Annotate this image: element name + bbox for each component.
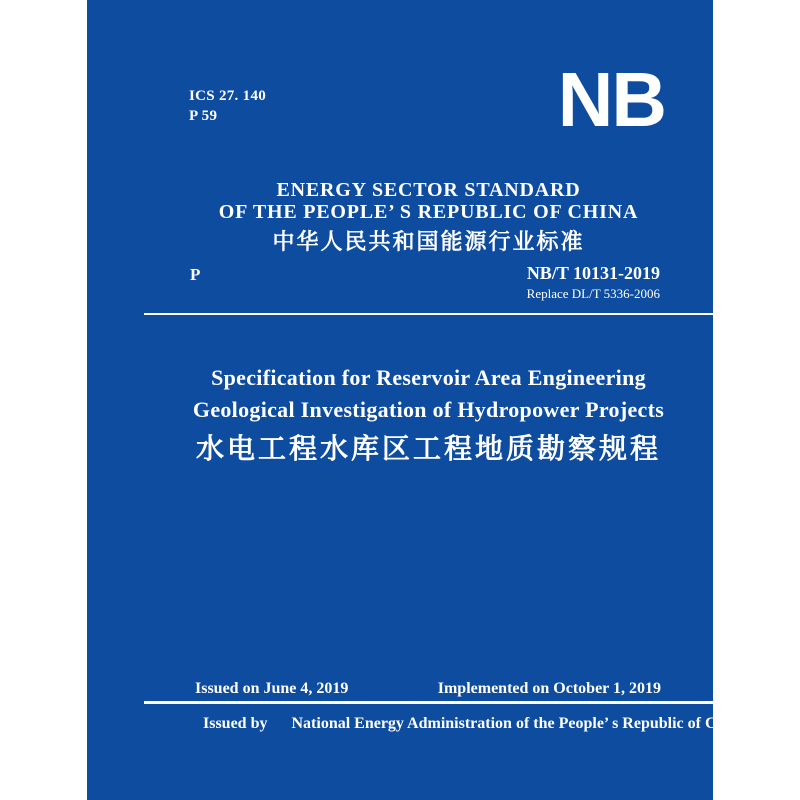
title-english-line1: Specification for Reservoir Area Engineering: [211, 365, 646, 390]
issued-by-row: [203, 714, 747, 734]
doc-class-letter: P: [190, 265, 201, 284]
standard-org-heading: [144, 179, 713, 255]
bottom-divider-line: [144, 701, 713, 704]
issued-date: Issued on June 4, 2019: [195, 680, 349, 697]
org-heading-line1: ENERGY SECTOR STANDARD: [276, 179, 581, 201]
dates-row: [195, 680, 661, 698]
title-english-line2: Geological Investigation of Hydropower Projects: [192, 397, 665, 422]
standard-title-block: [144, 362, 713, 467]
cover-blue-panel: [87, 0, 747, 800]
standard-number-block: [527, 263, 660, 302]
issued-by-label: Issued by: [203, 715, 268, 732]
title-chinese: 水电工程水库区工程地质勘察规程: [195, 434, 661, 465]
implemented-date: Implemented on October 1, 2019: [437, 680, 661, 697]
nb-logo: NB: [557, 57, 665, 143]
p-class-code: P 59: [189, 108, 218, 124]
issuing-authority: National Energy Administration of the People’ s Republic of China: [291, 715, 747, 732]
classification-codes: [189, 86, 266, 126]
org-heading-chinese: 中华人民共和国能源行业标准: [272, 229, 585, 254]
org-heading-line2: OF THE PEOPLE’ S REPUBLIC OF CHINA: [218, 201, 639, 223]
replaced-standard: Replace DL/T 5336-2006: [526, 286, 660, 301]
standard-number: NB/T 10131-2019: [526, 263, 660, 283]
ics-code: ICS 27. 140: [189, 88, 267, 104]
top-divider-line: [144, 313, 713, 315]
